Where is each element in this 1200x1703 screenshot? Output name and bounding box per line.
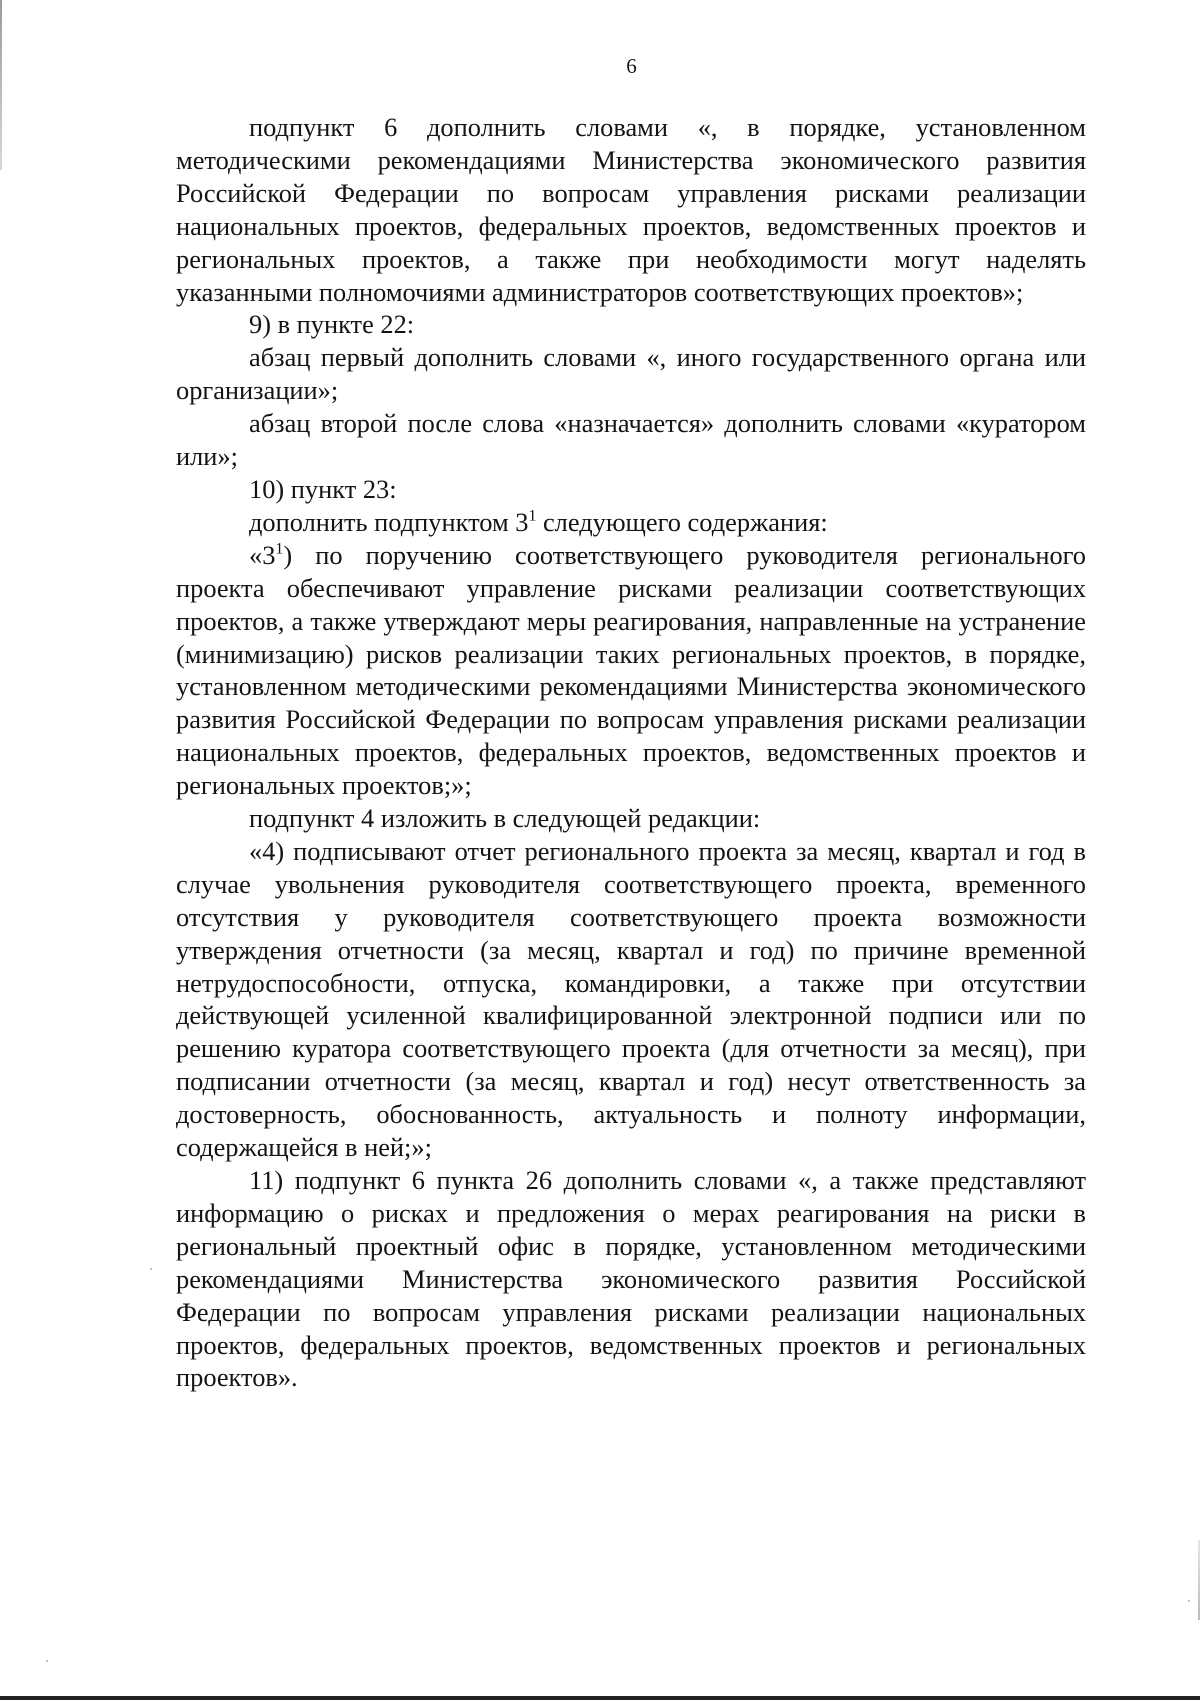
subpoint-3-1-open: «3: [249, 539, 276, 570]
add-subpoint-tail: следующего содержания:: [536, 506, 828, 537]
paragraph-point-11: 11) подпункт 6 пункта 26 дополнить словами «, а также представляют информацию о рисках и предложения о мерах реагирования на риски в региональный проектный офис в порядке, установленном методическими рекомендациями Министерства экономического развития Российской Федерации по вопросам управления рисками реализации национальных проектов, федеральных проектов, ведомственных проектов и региональных проектов».: [176, 1165, 1086, 1393]
superscript-1: 1: [528, 507, 537, 525]
add-subpoint-text: дополнить подпунктом 3: [249, 506, 529, 537]
scan-edge-left: [0, 0, 2, 170]
scan-speck: [1188, 1600, 1190, 1602]
paragraph-abzac-second: абзац второй после слова «назначается» дополнить словами «куратором или»;: [176, 408, 1086, 472]
paragraph-point-10: 10) пункт 23:: [249, 473, 397, 504]
scan-speck: [46, 1660, 48, 1662]
paragraph-subpoint-4-intro: подпункт 4 изложить в следующей редакции:: [249, 803, 761, 834]
scan-bottom-edge: [0, 1696, 1200, 1700]
paragraph-abzac-first: абзац первый дополнить словами «, иного государственного органа или организации»;: [176, 342, 1086, 406]
document-body: [176, 111, 1086, 1394]
superscript-1: 1: [275, 540, 284, 558]
page-number: 6: [626, 54, 637, 78]
paragraph-subpoint-3-1: [176, 539, 1086, 802]
scan-speck: [150, 1268, 152, 1270]
paragraph-point-9: 9) в пункте 22:: [249, 309, 415, 340]
paragraph-subpoint-6: подпункт 6 дополнить словами «, в порядке, установленном методическими рекомендациями Министерства экономического развития Российской Федерации по вопросам управления рисками реализации национальных проектов, федеральных проектов, ведомственных проектов и региональных проектов, а также при необходимости могут наделять указанными полномочиями администраторов соответствующих проектов»;: [176, 112, 1086, 307]
paragraph-add-subpoint-3-1: [176, 506, 1086, 539]
paragraph-subpoint-4: «4) подписывают отчет регионального проекта за месяц, квартал и год в случае увольнения руководителя соответствующего проекта, временного отсутствия у руководителя соответствующего проекта возможности утверждения отчетности (за месяц, квартал и год) по причине временной нетрудоспособности, отпуска, командировки, а также при отсутствии действующей усиленной квалифицированной электронной подписи или по решению куратора соответствующего проекта (для отчетности за месяц), при подписании отчетности (за месяц, квартал и год) несут ответственность за достоверность, обоснованность, актуальность и полноту информации, содержащейся в ней;»;: [176, 835, 1086, 1163]
subpoint-3-1-text: по поручению соответствующего руководителя регионального проекта обеспечивают управление рисками реализации соответствующих проектов, а также утверждают меры реагирования, направленные на устранение (минимизацию) рисков реализации таких региональных проектов, в порядке, установленном методическими рекомендациями Министерства экономического развития Российской Федерации по вопросам управления рисками реализации национальных проектов, федеральных проектов, ведомственных проектов и региональных проектов;»;: [176, 539, 1087, 801]
subpoint-3-1-close: ): [283, 539, 316, 570]
